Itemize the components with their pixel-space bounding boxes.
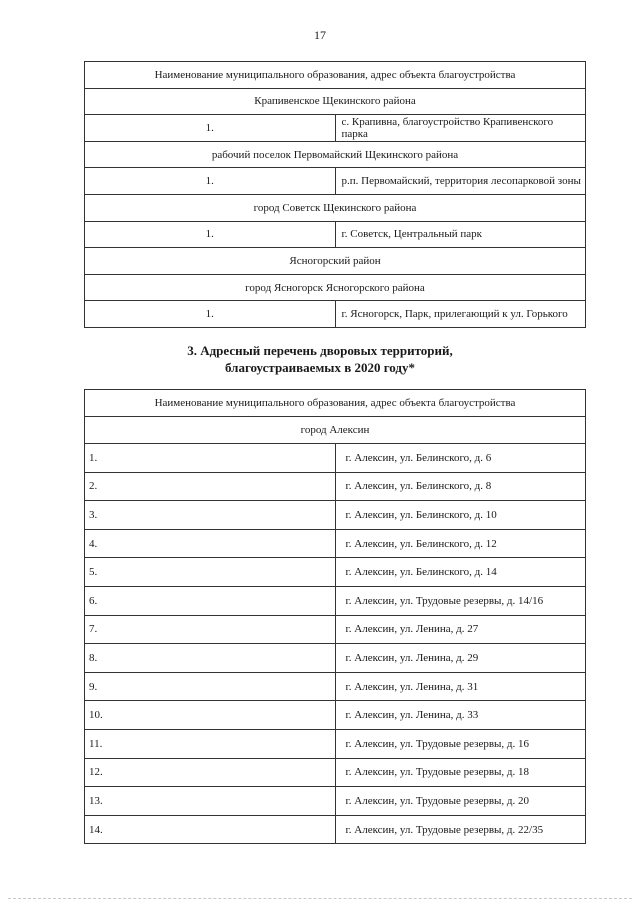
table-row	[85, 558, 586, 587]
row-number: 9.	[85, 672, 336, 701]
table-row	[85, 586, 586, 615]
table-header-row	[85, 62, 586, 89]
row-address: р.п. Первомайский, территория лесопарковой зоны	[335, 168, 586, 195]
row-address: с. Крапивна, благоустройство Крапивенского парка	[335, 115, 586, 142]
table-row	[85, 529, 586, 558]
table-header-row	[85, 390, 586, 417]
table-row	[85, 815, 586, 844]
table-row	[85, 115, 586, 142]
row-number: 1.	[85, 444, 336, 473]
group-row	[85, 248, 586, 275]
group-cell: город Ясногорск Ясногорского района	[85, 274, 586, 301]
page-number: 17	[314, 28, 326, 42]
group-row	[85, 274, 586, 301]
row-address: г. Алексин, ул. Белинского, д. 12	[335, 529, 586, 558]
row-number: 5.	[85, 558, 336, 587]
table-row	[85, 672, 586, 701]
row-address: г. Алексин, ул. Ленина, д. 31	[335, 672, 586, 701]
row-address: г. Алексин, ул. Ленина, д. 29	[335, 644, 586, 673]
row-address: г. Алексин, ул. Трудовые резервы, д. 14/16	[335, 586, 586, 615]
table-row	[85, 444, 586, 473]
group-cell: город Советск Щекинского района	[85, 194, 586, 221]
table-row	[85, 501, 586, 530]
row-address: г. Алексин, ул. Ленина, д. 27	[335, 615, 586, 644]
group-row	[85, 417, 586, 444]
group-cell: Крапивенское Щекинского района	[85, 88, 586, 115]
table-row	[85, 615, 586, 644]
table-header-cell: Наименование муниципального образования, адрес объекта благоустройства	[85, 390, 586, 417]
row-address: г. Алексин, ул. Ленина, д. 33	[335, 701, 586, 730]
row-number: 10.	[85, 701, 336, 730]
row-address: г. Алексин, ул. Трудовые резервы, д. 16	[335, 729, 586, 758]
row-number: 1.	[85, 168, 336, 195]
parks-table	[84, 61, 586, 328]
table-row	[85, 301, 586, 328]
table-header-cell: Наименование муниципального образования, адрес объекта благоустройства	[85, 62, 586, 89]
table-row	[85, 168, 586, 195]
table-row	[85, 729, 586, 758]
row-number: 14.	[85, 815, 336, 844]
group-cell: город Алексин	[85, 417, 586, 444]
group-row	[85, 141, 586, 168]
section-title-line-2: благоустраиваемых в 2020 году*	[224, 360, 416, 375]
group-cell: рабочий поселок Первомайский Щекинского района	[85, 141, 586, 168]
table-row	[85, 472, 586, 501]
group-cell: Ясногорский район	[85, 248, 586, 275]
row-address: г. Алексин, ул. Трудовые резервы, д. 18	[335, 758, 586, 787]
row-number: 1.	[85, 115, 336, 142]
row-address: г. Алексин, ул. Белинского, д. 10	[335, 501, 586, 530]
table-row	[85, 701, 586, 730]
row-number: 1.	[85, 301, 336, 328]
row-address: г. Алексин, ул. Белинского, д. 6	[335, 444, 586, 473]
row-number: 4.	[85, 529, 336, 558]
row-address: г. Советск, Центральный парк	[335, 221, 586, 248]
table-row	[85, 644, 586, 673]
row-number: 1.	[85, 221, 336, 248]
row-number: 6.	[85, 586, 336, 615]
row-number: 12.	[85, 758, 336, 787]
table-row	[85, 787, 586, 816]
row-address: г. Алексин, ул. Трудовые резервы, д. 22/35	[335, 815, 586, 844]
table-row	[85, 758, 586, 787]
section-title-line-1: 3. Адресный перечень дворовых территорий,	[187, 343, 453, 358]
section-3-title	[0, 342, 640, 376]
row-address: г. Алексин, ул. Белинского, д. 8	[335, 472, 586, 501]
row-number: 3.	[85, 501, 336, 530]
courtyards-table	[84, 389, 586, 844]
row-address: г. Ясногорск, Парк, прилегающий к ул. Горького	[335, 301, 586, 328]
row-address: г. Алексин, ул. Белинского, д. 14	[335, 558, 586, 587]
row-number: 8.	[85, 644, 336, 673]
row-number: 2.	[85, 472, 336, 501]
group-row	[85, 88, 586, 115]
row-address: г. Алексин, ул. Трудовые резервы, д. 20	[335, 787, 586, 816]
scan-edge-artifact	[8, 896, 632, 899]
row-number: 13.	[85, 787, 336, 816]
group-row	[85, 194, 586, 221]
table-row	[85, 221, 586, 248]
row-number: 11.	[85, 729, 336, 758]
row-number: 7.	[85, 615, 336, 644]
